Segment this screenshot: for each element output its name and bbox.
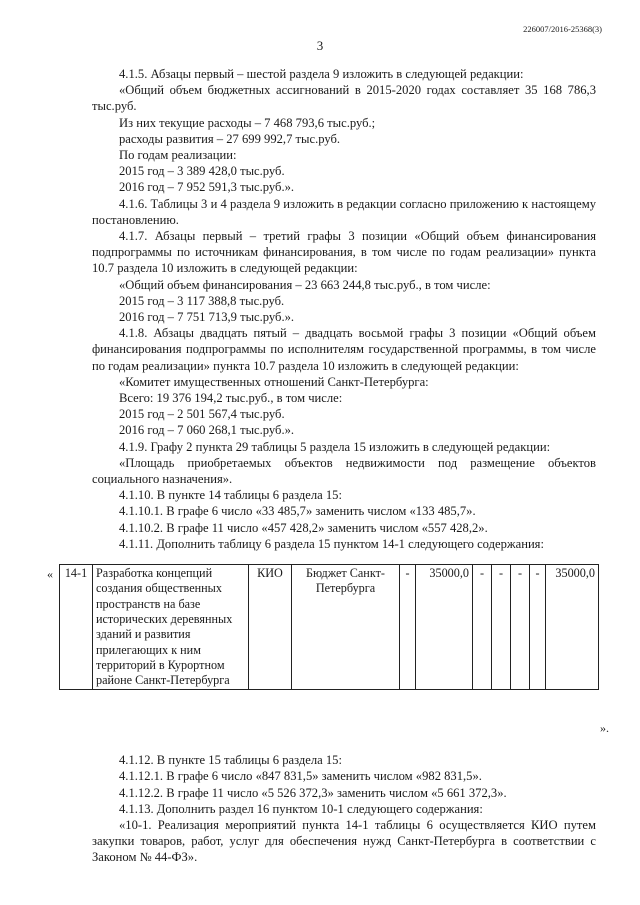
paragraph-development-expenses: расходы развития – 27 699 992,7 тыс.руб. <box>119 131 341 146</box>
document-body <box>47 66 609 866</box>
paragraph-2015-financing: 2015 год – 3 117 388,8 тыс.руб. <box>119 293 285 308</box>
paragraph-4-1-11: 4.1.11. Дополнить таблицу 6 раздела 15 пунктом 14-1 следующего содержания: <box>119 536 544 551</box>
paragraph-area-definition: «Площадь приобретаемых объектов недвижимости под размещение объектов социального назначения». <box>92 455 596 487</box>
paragraph-budget-total: «Общий объем бюджетных ассигнований в 2015-2020 годах составляет 35 168 786,3 тыс.руб. <box>92 83 596 114</box>
paragraph-4-1-12-2: 4.1.12.2. В графе 11 число «5 526 372,3» заменить числом «5 661 372,3». <box>119 785 507 800</box>
paragraphs-bottom <box>92 752 596 865</box>
paragraph-4-1-5: 4.1.5. Абзацы первый – шестой раздела 9 изложить в следующей редакции: <box>119 67 524 81</box>
cell-col-11: 35000,0 <box>546 565 599 690</box>
paragraph-current-expenses: Из них текущие расходы – 7 468 793,6 тыс.руб.; <box>119 115 376 130</box>
paragraph-4-1-12: 4.1.12. В пункте 15 таблицы 6 раздела 15: <box>119 753 342 768</box>
table-close-quote: ». <box>600 721 609 736</box>
cell-col-8: - <box>492 565 511 690</box>
page-number: 3 <box>316 38 324 53</box>
cell-col-7: - <box>473 565 492 690</box>
cell-col-5: - <box>400 565 416 690</box>
paragraph-2015: 2015 год – 3 389 428,0 тыс.руб. <box>119 164 285 179</box>
document-registration-number: 226007/2016-25368(3) <box>523 24 602 34</box>
cell-position-number: 14-1 <box>60 565 93 690</box>
table-row <box>60 565 599 690</box>
paragraph-4-1-13: 4.1.13. Дополнить раздел 16 пунктом 10-1 следующего содержания: <box>119 801 483 816</box>
paragraph-4-1-10-1: 4.1.10.1. В графе 6 число «33 485,7» заменить числом «133 485,7». <box>119 504 476 519</box>
table-open-quote: « <box>47 567 53 582</box>
cell-col-9: - <box>511 565 530 690</box>
paragraph-4-1-10-2: 4.1.10.2. В графе 11 число «457 428,2» заменить числом «557 428,2». <box>119 520 488 535</box>
paragraphs-top <box>92 66 596 552</box>
paragraph-committee-2015: 2015 год – 2 501 567,4 тыс.руб. <box>119 407 285 422</box>
paragraph-2016: 2016 год – 7 952 591,3 тыс.руб.». <box>119 180 295 195</box>
paragraph-4-1-8: 4.1.8. Абзацы двадцать пятый – двадцать восьмой графы 3 позиции «Общий объем финансирования подпрограммы по исполнителям государственной программы, в том числе по годам реализации» пункта 10.7 раздела 10 изложить в следующей редакции: <box>92 326 596 373</box>
paragraph-10-1: «10-1. Реализация мероприятий пункта 14-1 таблицы 6 осуществляется КИО путем закупки товаров, работ, услуг для обеспечения нужд Санкт-Петербурга в соответствии с Законом № 44-ФЗ». <box>92 817 596 865</box>
paragraph-4-1-10: 4.1.10. В пункте 14 таблицы 6 раздела 15: <box>119 488 342 503</box>
paragraph-by-years: По годам реализации: <box>119 148 237 163</box>
paragraph-committee-2016: 2016 год – 7 060 268,1 тыс.руб.». <box>119 423 295 438</box>
paragraph-2016-financing: 2016 год – 7 751 713,9 тыс.руб.». <box>119 310 295 325</box>
paragraph-committee: «Комитет имущественных отношений Санкт-Петербурга: <box>119 374 429 389</box>
cell-executor: КИО <box>249 565 292 690</box>
table-6-row-14-1 <box>59 564 599 690</box>
paragraph-total: Всего: 19 376 194,2 тыс.руб., в том числе: <box>119 391 343 406</box>
cell-col-10: - <box>530 565 546 690</box>
inserted-table-section <box>47 564 609 740</box>
cell-measure-name: Разработка концепций создания общественных пространств на базе исторических деревянных зданий и развития прилегающих к ним территорий в Курортном районе Санкт-Петербурга <box>93 565 249 690</box>
paragraph-4-1-9: 4.1.9. Графу 2 пункта 29 таблицы 5 раздела 15 изложить в следующей редакции: <box>119 439 551 454</box>
cell-col-6: 35000,0 <box>416 565 473 690</box>
paragraph-4-1-12-1: 4.1.12.1. В графе 6 число «847 831,5» заменить числом «982 831,5». <box>119 769 482 784</box>
paragraph-total-financing: «Общий объем финансирования – 23 663 244,8 тыс.руб., в том числе: <box>119 277 491 292</box>
cell-funding-source: Бюджет Санкт-Петербурга <box>292 565 400 690</box>
paragraph-4-1-7: 4.1.7. Абзацы первый – третий графы 3 позиции «Общий объем финансирования подпрограммы по источникам финансирования, в том числе по годам реализации» пункта 10.7 раздела 10 изложить в следующей редакции: <box>92 229 596 276</box>
paragraph-4-1-6: 4.1.6. Таблицы 3 и 4 раздела 9 изложить в редакции согласно приложению к настоящему постановлению. <box>92 196 596 227</box>
